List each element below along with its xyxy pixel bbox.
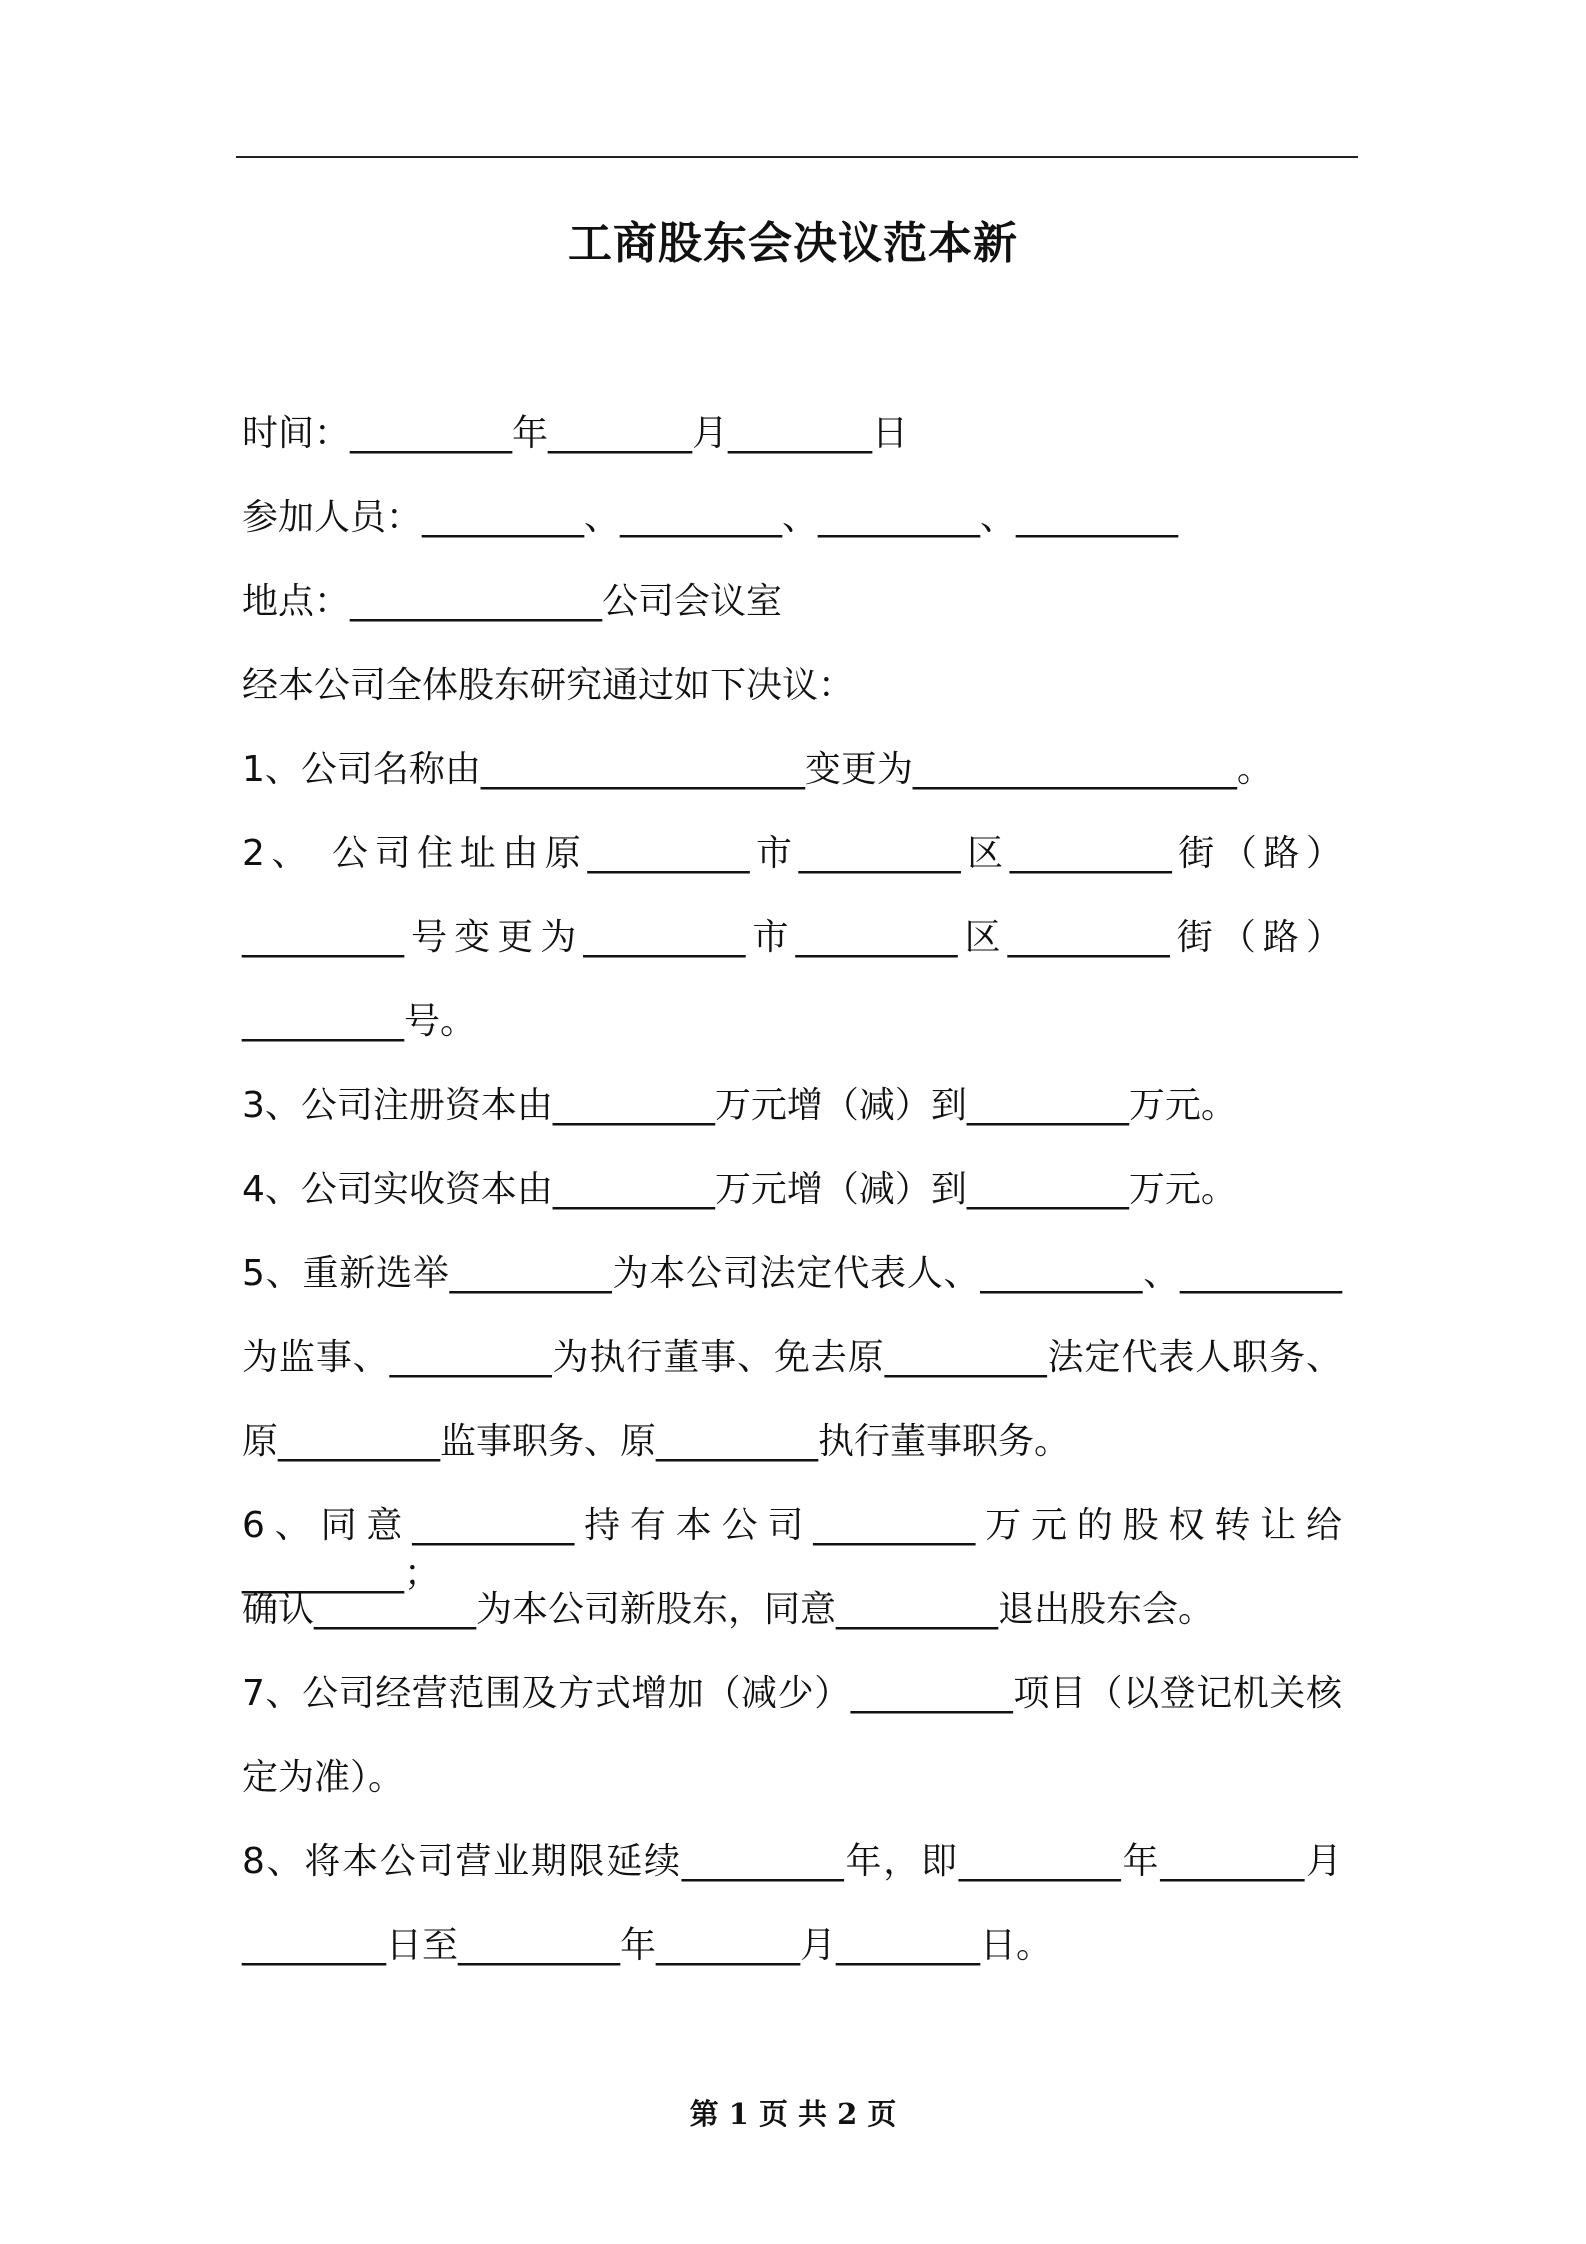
item-2-address-line-1: 2、 公司住址由原_________市_________区_________街（路） <box>242 833 1342 874</box>
location-line: 地点：______________公司会议室 <box>242 581 783 622</box>
item-5-election-line-3: 原_________监事职务、原_________执行董事职务。 <box>242 1421 1071 1462</box>
item-3-registered-capital: 3、公司注册资本由_________万元增（减）到_________万元。 <box>242 1085 1237 1126</box>
item-5-election-line-1: 5、重新选举_________为本公司法定代表人、_________、_________ <box>242 1253 1342 1294</box>
item-1-company-name: 1、公司名称由__________________变更为__________________。 <box>242 749 1273 790</box>
time-line: 时间：_________年________月________日 <box>242 413 909 454</box>
item-8-term-line-1: 8、将本公司营业期限延续_________年，即_________年________月 <box>242 1841 1342 1882</box>
document-title: 工商股东会决议范本新 <box>568 218 1018 269</box>
item-6-equity-transfer-line-1: 6、同意_________持有本公司_________万元的股权转让给_________； <box>242 1505 1342 1594</box>
item-7-business-scope-line-2: 定为准）。 <box>242 1757 405 1798</box>
item-7-business-scope-line-1: 7、公司经营范围及方式增加（减少）_________项目（以登记机关核 <box>242 1673 1342 1714</box>
item-6-equity-transfer-line-2: 确认_________为本公司新股东，同意_________退出股东会。 <box>242 1589 1215 1630</box>
resolution-intro: 经本公司全体股东研究通过如下决议： <box>242 665 855 706</box>
item-4-paid-in-capital: 4、公司实收资本由_________万元增（减）到_________万元。 <box>242 1169 1237 1210</box>
header-rule <box>236 156 1358 158</box>
item-5-election-line-2: 为监事、_________为执行董事、免去原_________法定代表人职务、 <box>242 1337 1342 1378</box>
item-2-address-line-2: _________号变更为_________市_________区_________街（路） <box>242 917 1342 958</box>
page-indicator: 第 1 页 共 2 页 <box>689 2097 897 2131</box>
attendees-line: 参加人员：_________、_________、_________、_________ <box>242 497 1179 538</box>
item-2-address-line-3: _________号。 <box>242 1001 477 1042</box>
item-8-term-line-2: ________日至_________年________月________日。 <box>242 1925 1052 1966</box>
